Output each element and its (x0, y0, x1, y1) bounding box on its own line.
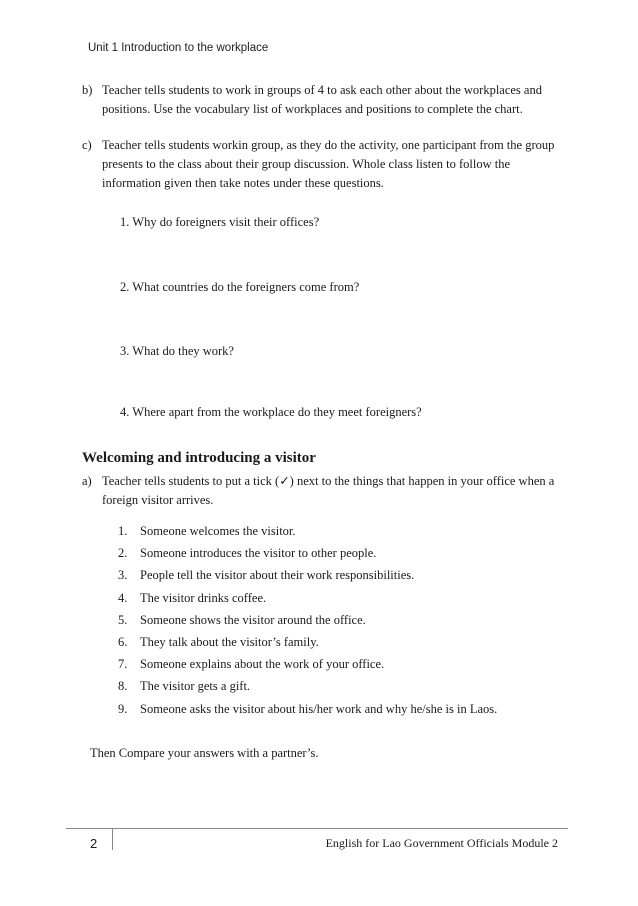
list-item-text: The visitor gets a gift. (140, 679, 251, 694)
list-item-number: 5. (118, 612, 128, 627)
question-1: 1. Why do foreigners visit their offices? (120, 215, 320, 229)
list-item-text: Someone explains about the work of your office. (140, 657, 385, 672)
list-item-number: 1. (118, 524, 128, 538)
instruction-a-text: Teacher tells students to put a tick (✓) next to the things that happen in your office when a foreign visitor arrives. (102, 474, 555, 507)
list-item-number: 9. (118, 701, 128, 716)
page-number: 2 (90, 836, 98, 851)
instruction-c-marker: c) (82, 138, 92, 152)
question-2: 2. What countries do the foreigners come from? (120, 280, 360, 294)
footer-divider (66, 828, 568, 829)
list-item-text: Someone shows the visitor around the office. (140, 612, 366, 627)
list-item-text: Someone asks the visitor about his/her work and why he/she is in Laos. (140, 701, 498, 716)
question-3: 3. What do they work? (120, 344, 234, 358)
instruction-a (82, 472, 582, 512)
instruction-b-marker: b) (82, 83, 93, 97)
list-item-number: 2. (118, 546, 128, 561)
list-item-number: 4. (118, 590, 128, 605)
list-item-number: 8. (118, 679, 128, 694)
instruction-a-marker: a) (82, 474, 92, 488)
list-item-number: 7. (118, 657, 128, 672)
instruction-c-text: Teacher tells students workin group, as they do the activity, one participant from the group presents to the class about their group discussion. Whole class listen to follow the information given then take notes under these questions. (102, 138, 555, 190)
list-item-text: They talk about the visitor’s family. (140, 634, 319, 649)
instruction-c (82, 136, 582, 196)
footer-title: English for Lao Government Officials Module 2 (325, 836, 558, 850)
instruction-b-text: Teacher tells students to work in groups of 4 to ask each other about the workplaces and positions. Use the vocabulary list of workplaces and positions to complete the chart. (102, 83, 542, 116)
list-item-number: 6. (118, 634, 128, 649)
page-header: Unit 1 Introduction to the workplace (88, 42, 269, 54)
list-item-text: Someone introduces the visitor to other people. (140, 546, 377, 561)
question-4: 4. Where apart from the workplace do they meet foreigners? (120, 405, 422, 419)
list-item-number: 3. (118, 568, 128, 583)
list-item-text: Someone welcomes the visitor. (140, 524, 296, 538)
footer-separator (112, 828, 113, 850)
section-heading: Welcoming and introducing a visitor (82, 450, 316, 466)
closing-instruction: Then Compare your answers with a partner’s. (90, 746, 319, 760)
list-item-text: People tell the visitor about their work responsibilities. (140, 568, 415, 583)
list-item-text: The visitor drinks coffee. (140, 590, 267, 605)
instruction-b (82, 81, 582, 121)
